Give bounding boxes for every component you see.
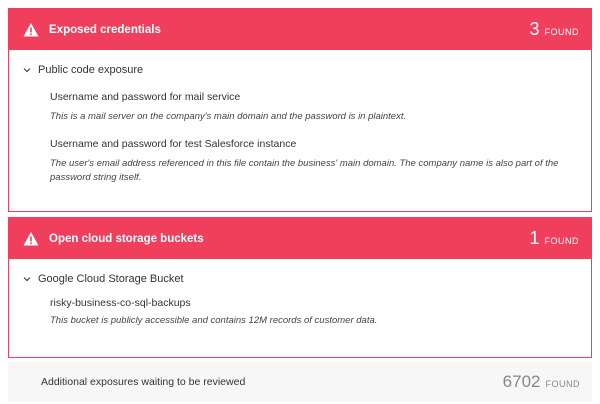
list-item[interactable] [50, 91, 561, 124]
panel-header [9, 218, 591, 259]
warning-icon [23, 231, 39, 247]
item-title: Username and password for mail service [50, 91, 241, 103]
found-count: 3 [529, 19, 540, 39]
item-description: This is a mail server on the company's main domain and the password is in plaintext. [50, 111, 407, 122]
group-toggle-public-code-exposure[interactable] [23, 64, 591, 76]
item-title: risky-business-co-sql-backups [50, 297, 191, 309]
found-label: FOUND [544, 236, 579, 246]
additional-count: 6702 [502, 372, 541, 391]
found-label: FOUND [545, 379, 580, 389]
item-description: This bucket is publicly accessible and contains 12M records of customer data. [50, 315, 378, 326]
list-item[interactable] [50, 138, 561, 185]
open-cloud-storage-panel [8, 217, 592, 358]
chevron-down-icon [23, 66, 31, 74]
item-title: Username and password for test Salesforce instance [50, 138, 297, 150]
warning-icon [23, 22, 39, 38]
panel-title: Open cloud storage buckets [49, 232, 204, 245]
group-toggle-google-cloud-storage[interactable] [23, 273, 591, 285]
additional-exposures-label: Additional exposures waiting to be reviewed [41, 376, 246, 388]
list-item[interactable] [50, 297, 561, 328]
found-label: FOUND [544, 27, 579, 37]
chevron-down-icon [23, 275, 31, 283]
item-description: The user's email address referenced in this file contain the business' main domain. The company name is also part of the password string itself. [50, 158, 559, 183]
panel-header [9, 9, 591, 50]
exposed-credentials-panel [8, 8, 592, 212]
panel-title: Exposed credentials [49, 23, 161, 36]
additional-exposures-row[interactable] [8, 362, 592, 402]
found-count: 1 [529, 228, 540, 248]
group-label: Google Cloud Storage Bucket [38, 273, 184, 285]
group-label: Public code exposure [38, 64, 144, 76]
